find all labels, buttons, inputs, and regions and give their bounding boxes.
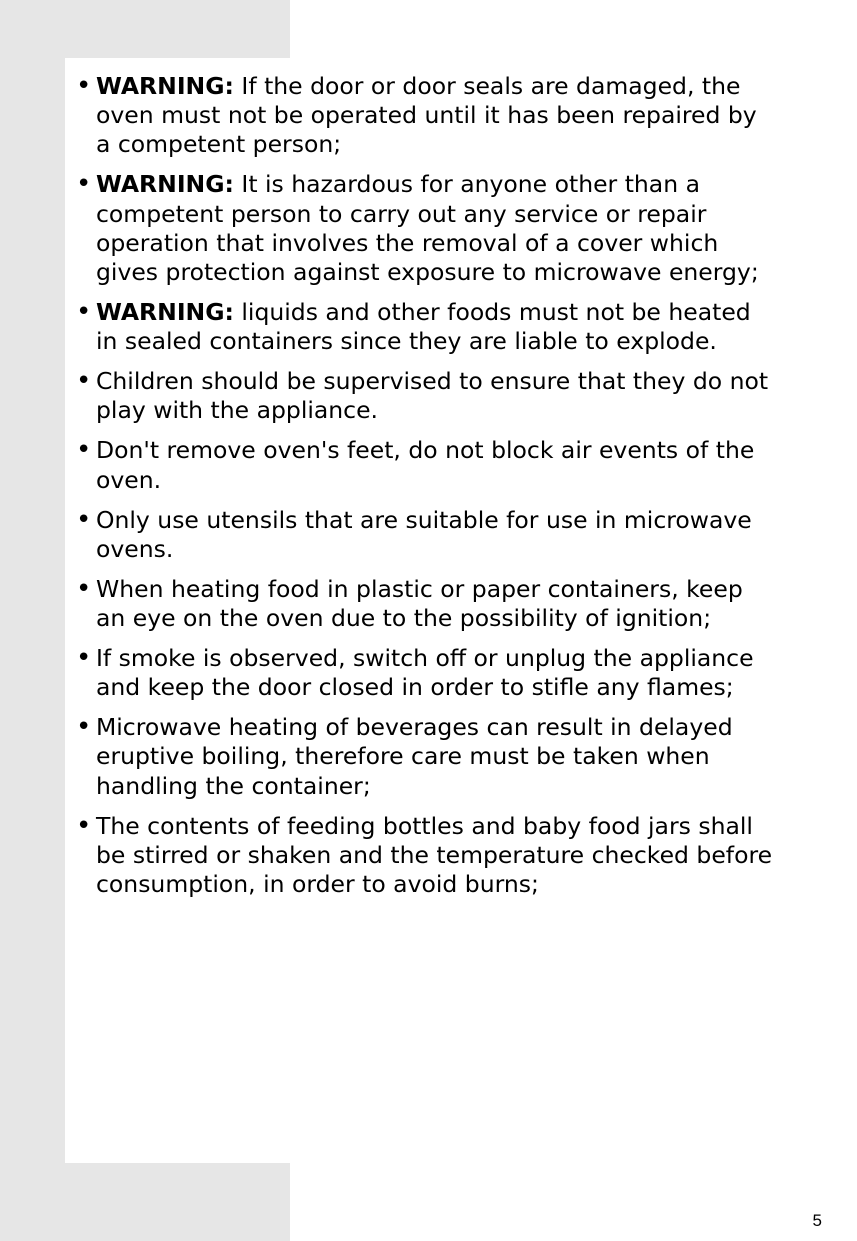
item-text: If smoke is observed, switch off or unplug the appliance and keep the door closed in order to stifle any flames; — [96, 644, 754, 702]
list-item — [76, 436, 776, 494]
warning-label: WARNING: — [96, 170, 234, 199]
item-text: Children should be supervised to ensure that they do not play with the appliance. — [96, 367, 769, 425]
list-item — [76, 812, 776, 900]
bullet-icon: • — [76, 169, 92, 200]
bullet-icon: • — [76, 810, 92, 841]
list-item — [76, 713, 776, 801]
bullet-icon: • — [76, 573, 92, 604]
bullet-icon: • — [76, 297, 92, 328]
list-item — [76, 298, 776, 356]
item-text: The contents of feeding bottles and baby food jars shall be stirred or shaken and the temperature checked before consumption, in order to avoid burns; — [96, 811, 773, 899]
page-number: 5 — [812, 1211, 822, 1230]
bullet-icon: • — [76, 712, 92, 743]
item-text: liquids and other foods must not be heated in sealed containers since they are liable to explode. — [96, 298, 751, 356]
list-item — [76, 170, 776, 287]
item-text: Microwave heating of beverages can result in delayed eruptive boiling, therefore care must be taken when handling the container; — [96, 713, 733, 800]
list-item — [76, 644, 776, 702]
list-item — [76, 367, 776, 425]
safety-warning-list — [76, 72, 776, 910]
list-item — [76, 72, 776, 160]
item-text: If the door or door seals are damaged, the oven must not be operated until it has been repaired by a competent person; — [96, 72, 757, 159]
item-text: When heating food in plastic or paper containers, keep an eye on the oven due to the possibility of ignition; — [96, 574, 743, 633]
item-text: Only use utensils that are suitable for use in microwave ovens. — [96, 505, 752, 563]
item-text: Don't remove oven's feet, do not block air events of the oven. — [96, 436, 755, 494]
bullet-icon: • — [76, 435, 92, 466]
bullet-icon: • — [76, 71, 92, 101]
bullet-icon: • — [76, 504, 92, 535]
item-text: It is hazardous for anyone other than a competent person to carry out any service or repair operation that involves the removal of a cover which gives protection against exposure to microwave energy; — [96, 170, 759, 287]
warning-label: WARNING: — [96, 298, 234, 327]
bullet-icon: • — [76, 643, 92, 674]
list-item — [76, 506, 776, 564]
list-item — [76, 575, 776, 633]
warning-label: WARNING: — [96, 72, 234, 100]
bullet-icon: • — [76, 366, 92, 397]
